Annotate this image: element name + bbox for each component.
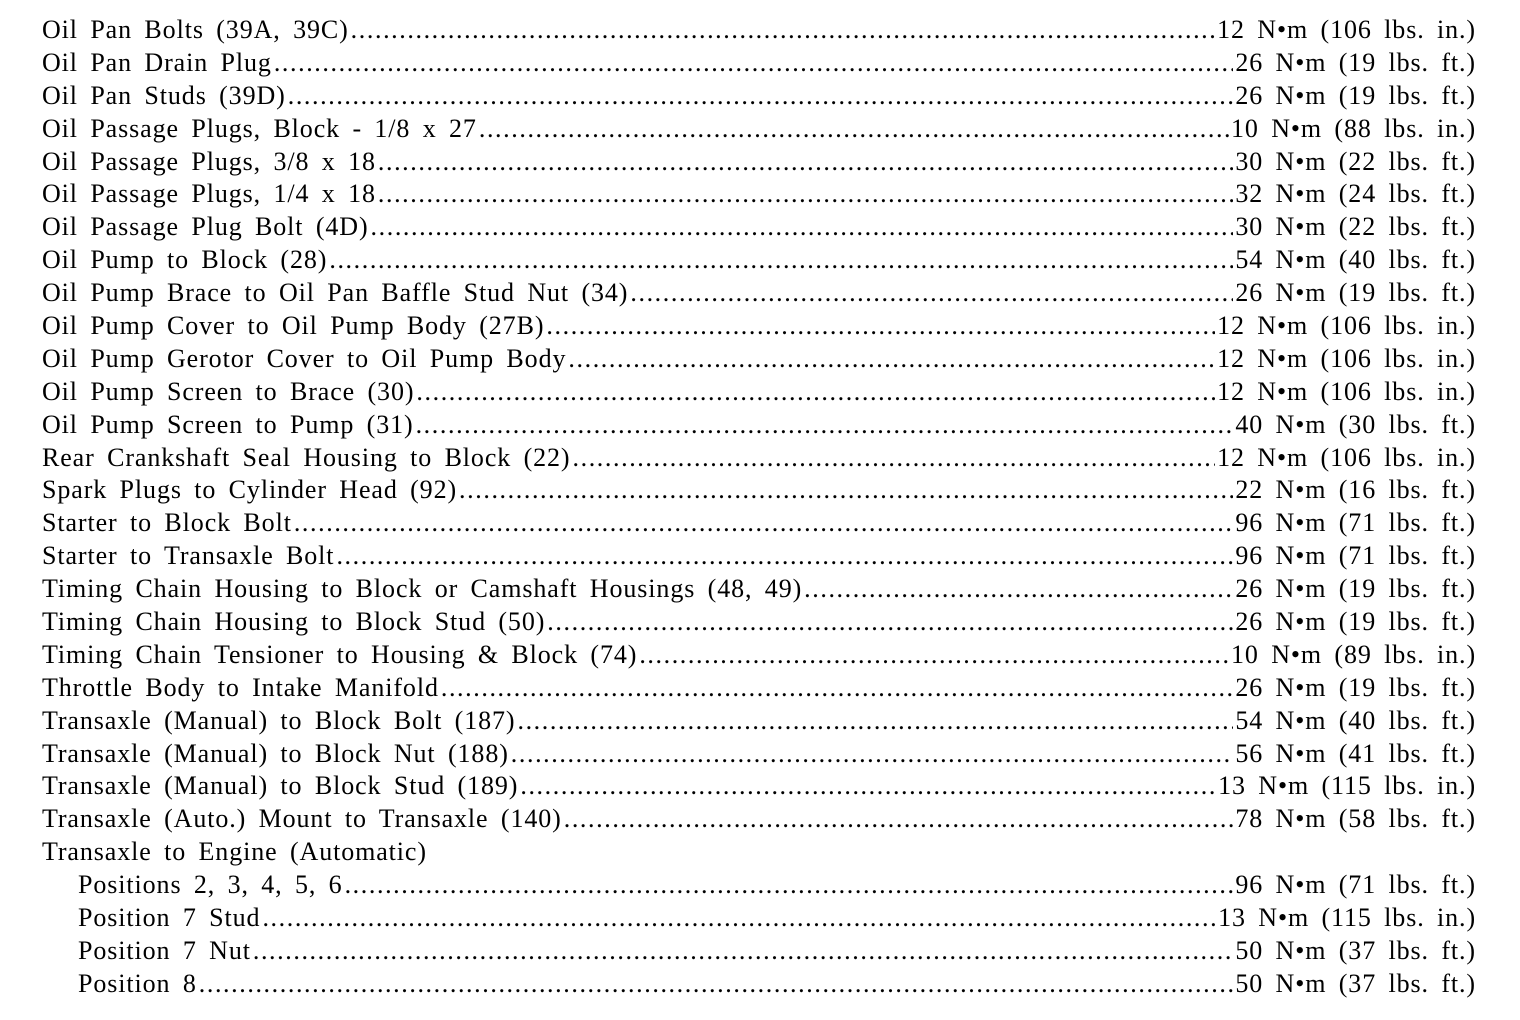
dot-leader bbox=[378, 178, 1233, 211]
spec-row bbox=[42, 639, 1476, 672]
spec-row bbox=[42, 310, 1476, 343]
dot-leader bbox=[573, 442, 1216, 475]
dot-leader bbox=[351, 14, 1215, 47]
spec-row bbox=[42, 606, 1476, 639]
spec-value: 26 N•m (19 lbs. ft.) bbox=[1235, 278, 1476, 308]
dot-leader bbox=[199, 968, 1234, 1001]
spec-value: 12 N•m (106 lbs. in.) bbox=[1217, 311, 1476, 341]
spec-row bbox=[42, 869, 1476, 902]
dot-leader bbox=[479, 113, 1229, 146]
spec-label: Oil Pan Bolts (39A, 39C) bbox=[42, 15, 349, 44]
spec-row bbox=[42, 244, 1476, 277]
spec-label: Starter to Transaxle Bolt bbox=[42, 541, 335, 571]
spec-label: Position 7 Stud bbox=[78, 903, 261, 933]
spec-label: Oil Passage Plugs, Block - 1/8 x 27 bbox=[42, 113, 477, 143]
dot-leader bbox=[546, 310, 1215, 343]
spec-value: 26 N•m (19 lbs. ft.) bbox=[1235, 672, 1476, 702]
spec-value: 12 N•m (106 lbs. in.) bbox=[1217, 15, 1476, 44]
spec-row bbox=[42, 376, 1476, 409]
spec-value: 96 N•m (71 lbs. ft.) bbox=[1235, 870, 1476, 900]
dot-leader bbox=[459, 474, 1233, 507]
dot-leader bbox=[253, 935, 1233, 968]
dot-leader bbox=[416, 409, 1234, 442]
spec-row bbox=[42, 442, 1476, 475]
spec-row bbox=[42, 770, 1476, 803]
dot-leader bbox=[630, 277, 1233, 310]
spec-label: Throttle Body to Intake Manifold bbox=[42, 672, 439, 702]
dot-leader bbox=[568, 343, 1215, 376]
spec-row bbox=[42, 14, 1476, 47]
spec-value: 50 N•m (37 lbs. ft.) bbox=[1235, 935, 1476, 965]
dot-leader bbox=[294, 507, 1234, 540]
spec-value: 96 N•m (71 lbs. ft.) bbox=[1235, 508, 1476, 538]
dot-leader bbox=[288, 80, 1234, 113]
spec-label: Transaxle (Manual) to Block Stud (189) bbox=[42, 771, 519, 801]
spec-value: 12 N•m (106 lbs. in.) bbox=[1217, 343, 1476, 373]
spec-value: 50 N•m (37 lbs. ft.) bbox=[1235, 968, 1476, 998]
spec-value: 40 N•m (30 lbs. ft.) bbox=[1235, 409, 1476, 439]
spec-label: Oil Pan Drain Plug bbox=[42, 47, 272, 77]
dot-leader bbox=[336, 540, 1233, 573]
spec-value: 78 N•m (58 lbs. ft.) bbox=[1235, 804, 1476, 834]
dot-leader bbox=[520, 770, 1216, 803]
spec-row bbox=[42, 409, 1476, 442]
spec-group-heading bbox=[42, 836, 1476, 869]
dot-leader bbox=[511, 738, 1234, 771]
spec-label: Spark Plugs to Cylinder Head (92) bbox=[42, 475, 458, 505]
spec-value: 22 N•m (16 lbs. ft.) bbox=[1235, 475, 1476, 505]
spec-value: 30 N•m (22 lbs. ft.) bbox=[1235, 212, 1476, 242]
spec-label: Oil Pump Screen to Pump (31) bbox=[42, 409, 414, 439]
spec-label: Transaxle to Engine (Automatic) bbox=[42, 837, 427, 867]
spec-row bbox=[42, 47, 1476, 80]
spec-row bbox=[42, 672, 1476, 705]
spec-row bbox=[42, 935, 1476, 968]
spec-label: Timing Chain Tensioner to Housing & Block (74) bbox=[42, 639, 638, 669]
spec-label: Starter to Block Bolt bbox=[42, 508, 292, 538]
spec-value: 54 N•m (40 lbs. ft.) bbox=[1235, 245, 1476, 275]
dot-leader bbox=[329, 244, 1233, 277]
dot-leader bbox=[416, 376, 1215, 409]
dot-leader bbox=[371, 211, 1234, 244]
spec-row bbox=[42, 738, 1476, 771]
spec-value: 12 N•m (106 lbs. in.) bbox=[1217, 442, 1476, 472]
dot-leader bbox=[262, 902, 1216, 935]
spec-row bbox=[42, 540, 1476, 573]
dot-leader bbox=[345, 869, 1234, 902]
spec-label: Oil Pump Cover to Oil Pump Body (27B) bbox=[42, 311, 545, 341]
spec-label: Oil Passage Plugs, 3/8 x 18 bbox=[42, 146, 376, 176]
dot-leader bbox=[441, 672, 1234, 705]
spec-label: Transaxle (Auto.) Mount to Transaxle (140) bbox=[42, 804, 562, 834]
dot-leader bbox=[274, 47, 1234, 80]
spec-value: 13 N•m (115 lbs. in.) bbox=[1218, 771, 1476, 801]
spec-value: 12 N•m (106 lbs. in.) bbox=[1217, 376, 1476, 406]
spec-row bbox=[42, 705, 1476, 738]
spec-row bbox=[42, 507, 1476, 540]
spec-row bbox=[42, 178, 1476, 211]
spec-label: Oil Pump to Block (28) bbox=[42, 245, 328, 275]
spec-value: 54 N•m (40 lbs. ft.) bbox=[1235, 705, 1476, 735]
spec-label: Timing Chain Housing to Block or Camshaft Housings (48, 49) bbox=[42, 574, 803, 604]
spec-value: 56 N•m (41 lbs. ft.) bbox=[1235, 738, 1476, 768]
spec-value: 26 N•m (19 lbs. ft.) bbox=[1235, 574, 1476, 604]
spec-label: Rear Crankshaft Seal Housing to Block (22) bbox=[42, 442, 571, 472]
dot-leader bbox=[564, 803, 1234, 836]
spec-label: Oil Pump Gerotor Cover to Oil Pump Body bbox=[42, 343, 567, 373]
spec-row bbox=[42, 211, 1476, 244]
spec-label: Timing Chain Housing to Block Stud (50) bbox=[42, 607, 546, 637]
torque-spec-list bbox=[42, 14, 1476, 1001]
dot-leader bbox=[639, 639, 1229, 672]
spec-value: 96 N•m (71 lbs. ft.) bbox=[1235, 541, 1476, 571]
spec-value: 30 N•m (22 lbs. ft.) bbox=[1235, 146, 1476, 176]
spec-label: Oil Pump Brace to Oil Pan Baffle Stud Nut (34) bbox=[42, 278, 629, 308]
spec-row bbox=[42, 277, 1476, 310]
spec-label: Position 7 Nut bbox=[78, 935, 251, 965]
spec-value: 26 N•m (19 lbs. ft.) bbox=[1235, 80, 1476, 110]
spec-row bbox=[42, 902, 1476, 935]
dot-leader bbox=[547, 606, 1233, 639]
dot-leader bbox=[378, 146, 1233, 179]
spec-value: 13 N•m (115 lbs. in.) bbox=[1218, 903, 1476, 933]
spec-label: Oil Passage Plug Bolt (4D) bbox=[42, 212, 369, 242]
spec-label: Positions 2, 3, 4, 5, 6 bbox=[78, 870, 343, 900]
dot-leader bbox=[517, 705, 1233, 738]
spec-row bbox=[42, 146, 1476, 179]
spec-row bbox=[42, 80, 1476, 113]
spec-row bbox=[42, 113, 1476, 146]
spec-row bbox=[42, 803, 1476, 836]
spec-label: Position 8 bbox=[78, 968, 197, 998]
spec-row bbox=[42, 968, 1476, 1001]
spec-label: Oil Pump Screen to Brace (30) bbox=[42, 376, 415, 406]
spec-value: 10 N•m (89 lbs. in.) bbox=[1231, 639, 1476, 669]
dot-leader bbox=[804, 573, 1233, 606]
spec-value: 26 N•m (19 lbs. ft.) bbox=[1235, 607, 1476, 637]
spec-row bbox=[42, 573, 1476, 606]
spec-value: 10 N•m (88 lbs. in.) bbox=[1231, 113, 1476, 143]
spec-label: Transaxle (Manual) to Block Nut (188) bbox=[42, 738, 509, 768]
spec-row bbox=[42, 474, 1476, 507]
spec-label: Transaxle (Manual) to Block Bolt (187) bbox=[42, 705, 516, 735]
spec-value: 26 N•m (19 lbs. ft.) bbox=[1235, 47, 1476, 77]
spec-label: Oil Pan Studs (39D) bbox=[42, 80, 286, 110]
spec-row bbox=[42, 343, 1476, 376]
spec-label: Oil Passage Plugs, 1/4 x 18 bbox=[42, 179, 376, 209]
spec-value: 32 N•m (24 lbs. ft.) bbox=[1235, 179, 1476, 209]
